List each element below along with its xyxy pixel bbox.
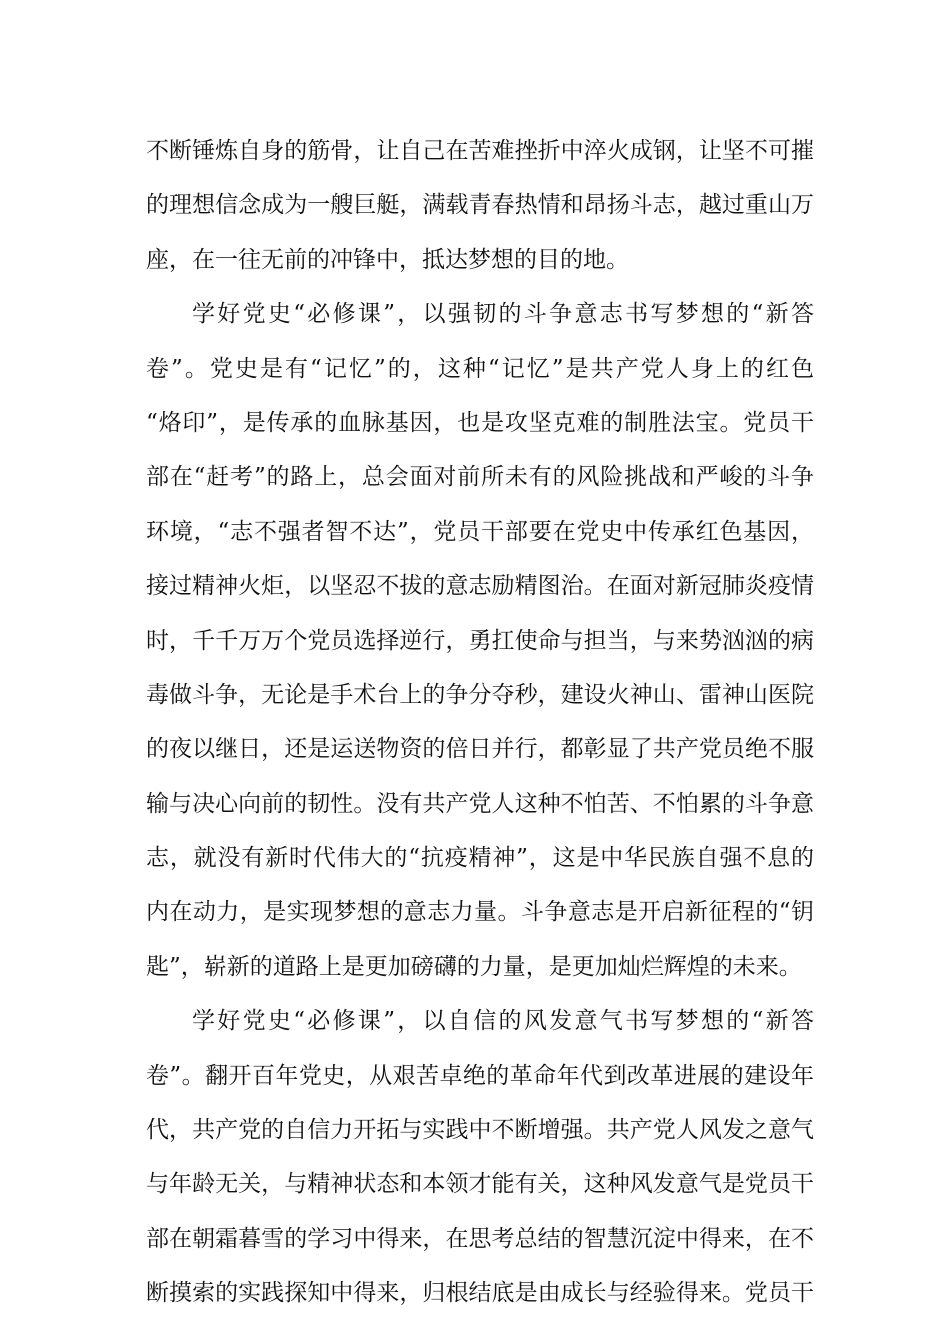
text-line: 与年龄无关，与精神状态和本领才能有关，这种风发意气是党员干 [146,1171,814,1198]
text-line: 不断锤炼自身的筋骨，让自己在苦难挫折中淬火成钢，让坚不可摧 [146,138,814,164]
text-line: 输与决心向前的韧性。没有共产党人这种不怕苦、不怕累的斗争意 [146,790,814,817]
paragraph-first-line: 学好党史“必修课”，以自信的风发意气书写梦想的“新答 [192,1008,814,1035]
text-line: 部在“赶考”的路上，总会面对前所未有的风险挑战和严峻的斗争 [146,464,814,491]
text-line: 环境，“志不强者智不达”，党员干部要在党史中传承红色基因， [146,518,814,545]
body-text [146,124,814,1321]
text-line: 部在朝霜暮雪的学习中得来，在思考总结的智慧沉淀中得来，在不 [146,1225,814,1252]
text-line: 卷”。翻开百年党史，从艰苦卓绝的革命年代到改革进展的建设年 [146,1062,814,1089]
text-line: 座，在一往无前的冲锋中，抵达梦想的目的地。 [146,246,629,273]
text-line: 志，就没有新时代伟大的“抗疫精神”，这是中华民族自强不息的 [146,845,814,872]
paragraph-first-line: 学好党史“必修课”，以强韧的斗争意志书写梦想的“新答 [192,301,814,328]
text-line: 时，千千万万个党员选择逆行，勇扛使命与担当，与来势汹汹的病 [146,627,814,654]
text-line: 内在动力，是实现梦想的意志力量。斗争意志是开启新征程的“钥 [146,899,814,926]
text-line: 匙”，崭新的道路上是更加磅礴的力量，是更加灿烂辉煌的未来。 [146,953,802,980]
text-line: 接过精神火炬，以坚忍不拔的意志励精图治。在面对新冠肺炎疫情 [146,573,814,600]
text-line: 代，共产党的自信力开拓与实践中不断增强。共产党人风发之意气 [146,1117,814,1144]
text-line: 的夜以继日，还是运送物资的倍日并行，都彰显了共产党员绝不服 [146,736,814,763]
text-line: 毒做斗争，无论是手术台上的争分夺秒，建设火神山、雷神山医院 [146,681,814,708]
text-line: 断摸索的实践探知中得来，归根结底是由成长与经验得来。党员干 [146,1280,814,1307]
text-line: 卷”。党史是有“记忆”的，这种“记忆”是共产党人身上的红色 [146,355,814,382]
text-line: 的理想信念成为一艘巨艇，满载青春热情和昂扬斗志，越过重山万 [146,192,814,219]
text-line: “烙印”，是传承的血脉基因，也是攻坚克难的制胜法宝。党员干 [146,409,814,436]
